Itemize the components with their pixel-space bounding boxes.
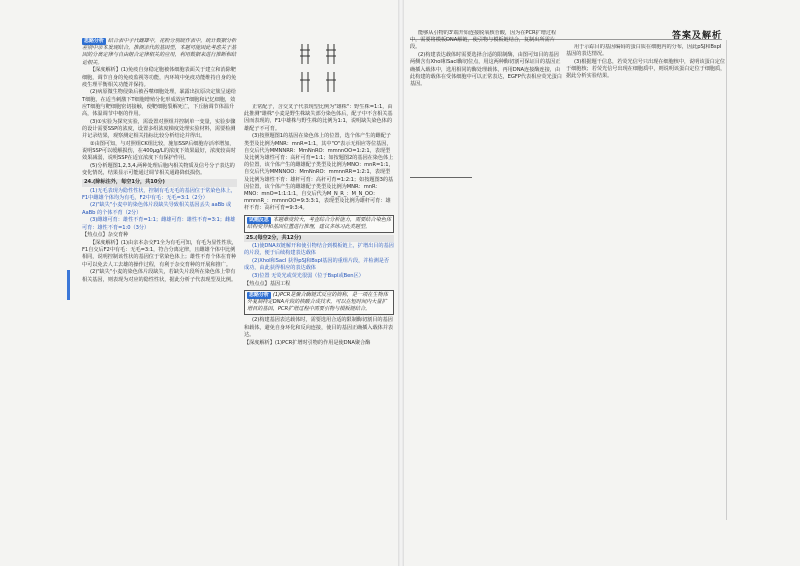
page-header-title: 答案及解析 <box>671 31 722 41</box>
para: 能够从引物的3'端开始连接脱氧核苷酸，因为在PCR扩增过程中，需要将模板DNA解链，使引物与模板链结合，复制出所需片段。 <box>410 30 557 51</box>
para: (5)分析题图1,2,3,4,两种处理后胞内相关物质及信号分子表达的变化情况，结果显示可能通过调节相关通路降低损伤。 <box>82 162 235 177</box>
tag-label: 思路分析 <box>249 291 269 298</box>
analysis-box <box>244 290 394 316</box>
tag-label: 思路分析 <box>84 38 104 44</box>
question-heading: 25.(每空2分，共12分) <box>244 235 394 242</box>
para: (3)①实验为探究实验，需设置对照组并控制单一变量，实验步骤的设计需要SSP的浓度，设置多组浓度梯度处理实验材料，需要检测并记录结果，观察测定相关指标比较分析结论并得出。 <box>82 118 236 140</box>
para: (2)构建表达载体时需要选择合适的限制酶，由图可知目的基因两侧含有XhoⅠ和SacⅠ酶切位点，用这两种酶切割可保证目的基因正确插入载体中，选用相同的酶处理载体，再用DNA连接酶连接，由此构建的载体在受体细胞中可以正常表达，EGFP代表相应荧光蛋白基因。 <box>410 52 562 87</box>
para-text: 结合表中子代雌雄中，花粉分别统作表中，统计数据分析差别中亲本发现结合，推测亲代的基因型，本题可能因此考虑关于基因的分离定律与自由组合定律相关的应用，利用数据来进行推断和结论相关。 <box>82 38 237 66</box>
para: (3)按照题图1的基因在染色体上的位置，选个体产生的雌配子类型及比例为MNR：mnR=1:1，其中"O"表示无相应等位基因，自交后代为MMNNRR：MmNnRO：mmnnOO=1:2:1，表现型及比例为雄性可育：高秆可育=1:1；如按题图2的基因在染色体上的位置，该个体产生的雌雄配子类型及比例为MNO：mnR=1:1，自交后代为MMNNOO：MmNnRO：mmnnRR=1:2:1，表现型及比例为雄性不育：雄杆可育：高秆可育=1:2:1；如按题图3的基因位置，该个体产生的雌雄配子类型及比例为MNR：mnR：MNO：mnO=1:1:1:1，自交后代为M_N_R_：M_N_OO：mmnnR_：mmnnOO=9:3:3:1，表现型及比例为雄杆可育：雄杆不育：高秆可育=9:3:4。 <box>244 133 394 212</box>
margin-marker <box>67 270 70 300</box>
column-2 <box>244 104 394 540</box>
para: 【深度解析】(1)PCR扩增时引物的作用是使DNA聚合酶 <box>244 339 371 346</box>
column-1 <box>82 38 237 538</box>
answer-para: (1)使DNA双链解开和使引物结合到模板链上，扩增出目的基因的片段，便于后续构建表达载体 <box>244 243 394 257</box>
para: 用于示踪目的基因编码的蛋白质在细胞内的分布，因此pSJ和BspⅠ基因的表达情况。 <box>566 44 722 58</box>
para: (2)构建基因表达载体时，需要选用合适的限制酶切割目的基因和载体，避免自身环化和反向连接，使目的基因正确插入载体并表达。 <box>244 317 393 338</box>
para: 【深度解析】(1)免疫自身稳定胞被体细胞表面关于建立和消除靶细胞，调节自身的免疫监视等功能，内环境中免疫功能维持自身的免疫生理平衡相关功能并保持。 <box>82 67 237 88</box>
para: (3)根据题干信息，若荧光信号只出现在细胞核中，说明该蛋白定位于细胞核；若荧光信号出现在细胞质中，则说明该蛋白定位于细胞质，据此分析实验结果。 <box>566 58 726 80</box>
para-text: (1)PCR是聚合酶链式反应的简称，是一项在生物体外复制特定DNA片段的核酸合成技术，可以在短时间内大量扩增目的基因，PCR扩增过程中需要引物与模板链结合。 <box>247 291 388 313</box>
para: (2)病原微生物侵染后被吞噬细胞处理，暴露出抗原决定簇呈递给T细胞，在适当刺激下T细胞增殖分化形成效应T细胞和记忆细胞，效应T细胞与靶细胞密切接触，使靶细胞裂解死亡，下丘脑调节体温升高，体温调节中枢的作用。 <box>82 89 236 118</box>
answer-para: (2)XhoⅠ和SacⅠ 获得pSJ和BspⅠ基因的重组片段，并检测是否成功，由此获得相应的表达载体 <box>244 258 389 272</box>
para: (2)"缺失"小麦的染色体片段缺失，若缺失片段所在染色体上带有相关基因，则表现为对应的隐性性状，据此分析子代表现型及比例。 <box>82 269 237 283</box>
column-3 <box>410 30 562 190</box>
question-heading: 24.(除标注外，每空1分，共10分) <box>82 179 237 186</box>
para: ②由图可知，与对照组CK组比较，施加SSP后细胞存活率增加，说明SSP可以缓解损伤，在400μg/L的浓度下效果最好，浓度较高时效果减弱，说明SSP在适宜浓度下有保护作用。 <box>82 140 236 162</box>
chromosome-diagram <box>288 42 352 100</box>
reflection-box <box>244 215 394 233</box>
tag-label: 试题反思 <box>249 216 269 223</box>
section-end-rule <box>410 177 472 178</box>
answer-para: (3)位置 无荧光或荧光很弱（位于BspⅠ或Ben区） <box>252 272 364 279</box>
para-text: 本题难度较大，考查综合分析能力，需要结合染色体结构变异和基因位置进行推理，建议多练习此类题型。 <box>247 216 391 230</box>
para: 【热点点】基因工程 <box>244 280 291 287</box>
answer-para: (2)"缺失"小麦中的染色体片段缺失导致相关基因丢失 aaBb 或 AaBb 的个体不育（2分） <box>82 202 232 216</box>
para <box>82 38 237 67</box>
para: 正常配子，含交叉子代表现型比例为"雄株"：野生株=1:1，由此推测"雄株"小麦是野生株缺失部分染色体后，配子中不含相关基因而表现的，F1中雄株与野生株的比例为1:1，说明缺失染色体的雄配子不可育。 <box>244 104 393 132</box>
page-binding-gutter <box>398 0 404 566</box>
right-margin-line <box>726 40 727 520</box>
column-4 <box>566 44 726 130</box>
answer-para: (1)无毛表现为隐性性状，控制有毛无毛的基因位于常染色体上，F1中雌雄个体均为有毛，F2中有毛：无毛=3:1（2分） <box>82 187 236 201</box>
para: 【深度解析】(1)由亲本杂交F1全为有毛可知，有毛为显性性状，F1自交后F2中有毛：无毛=3:1，符合分离定律，且雌雄个体中比例相同，说明控制该性状的基因位于常染色体上；雄性不育个体在育种中可以免去人工去雄的操作过程，有利于杂交育种的开展和推广。 <box>82 239 237 268</box>
para: 【热点点】杂交育种 <box>82 232 129 239</box>
answer-para: (3)雌雄可育：雄性不育=1:1；雌雄可育：雄性不育=3:1；雌雄可育：雄性不育=1:0（3分） <box>82 217 236 231</box>
